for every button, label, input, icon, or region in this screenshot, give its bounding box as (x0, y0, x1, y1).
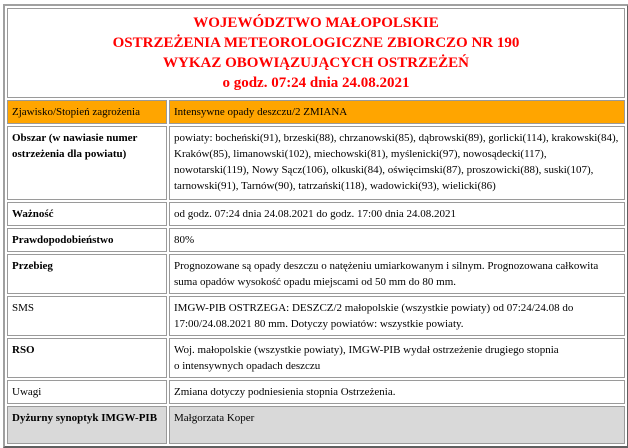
row-label: Uwagi (7, 380, 167, 404)
row-value (169, 338, 625, 378)
row-value: Małgorzata Koper (169, 406, 625, 444)
row-course (7, 254, 625, 294)
row-area (7, 126, 625, 200)
warning-table (5, 6, 627, 446)
row-label: RSO (7, 338, 167, 378)
header-region: WOJEWÓDZTWO MAŁOPOLSKIE (193, 15, 439, 31)
row-value: Zmiana dotyczy podniesienia stopnia Ostrzeżenia. (169, 380, 625, 404)
row-forecaster (7, 406, 625, 444)
row-phenomenon (7, 100, 625, 124)
row-sms (7, 296, 625, 336)
row-probability (7, 228, 625, 252)
row-value: Prognozowane są opady deszczu o natężeniu umiarkowanym i silnym. Prognozowana całkowita suma opadów wysokość opadu miejscami od 50 mm do 80 mm. (169, 254, 625, 294)
row-label: Obszar (w nawiasie numer ostrzeżenia dla powiatu) (7, 126, 167, 200)
row-validity (7, 202, 625, 226)
row-value: IMGW-PIB OSTRZEGA: DESZCZ/2 małopolskie (wszystkie powiaty) od 07:24/24.08 do 17:00/24.08.2021 80 mm. Dotyczy powiatów: wszystkie powiaty. (169, 296, 625, 336)
row-value: powiaty: bocheński(91), brzeski(88), chrzanowski(85), dąbrowski(89), gorlicki(114), krakowski(84), Kraków(85), limanowski(102), miechowski(81), myślenicki(97), nowosądecki(117), nowotarski(119), Nowy Sącz(106), olkuski(84), oświęcimski(87), proszowicki(88), suski(107), tarnowski(91), Tarnów(90), tatrzański(118), wadowicki(93), wielicki(86) (169, 126, 625, 200)
row-label: Ważność (7, 202, 167, 226)
document-header (7, 8, 625, 98)
row-label: Prawdopodobieństwo (7, 228, 167, 252)
header-subtitle: WYKAZ OBOWIĄZUJĄCYCH OSTRZEŻEŃ (163, 55, 469, 71)
row-value: od godz. 07:24 dnia 24.08.2021 do godz. 17:00 dnia 24.08.2021 (169, 202, 625, 226)
header-timestamp: o godz. 07:24 dnia 24.08.2021 (222, 75, 410, 91)
row-remarks (7, 380, 625, 404)
header-title: OSTRZEŻENIA METEOROLOGICZNE ZBIORCZO NR 190 (112, 35, 520, 51)
row-label: Przebieg (7, 254, 167, 294)
warning-document (3, 4, 628, 448)
rso-line-2: o intensywnych opadach deszczu (174, 360, 321, 372)
rso-line-1: Woj. małopolskie (wszystkie powiaty), IMGW-PIB wydał ostrzeżenie drugiego stopnia (174, 344, 559, 356)
row-rso (7, 338, 625, 378)
row-label: SMS (7, 296, 167, 336)
row-value: Intensywne opady deszczu/2 ZMIANA (169, 100, 625, 124)
row-value: 80% (169, 228, 625, 252)
row-label: Dyżurny synoptyk IMGW-PIB (7, 406, 167, 444)
row-label: Zjawisko/Stopień zagrożenia (7, 100, 167, 124)
